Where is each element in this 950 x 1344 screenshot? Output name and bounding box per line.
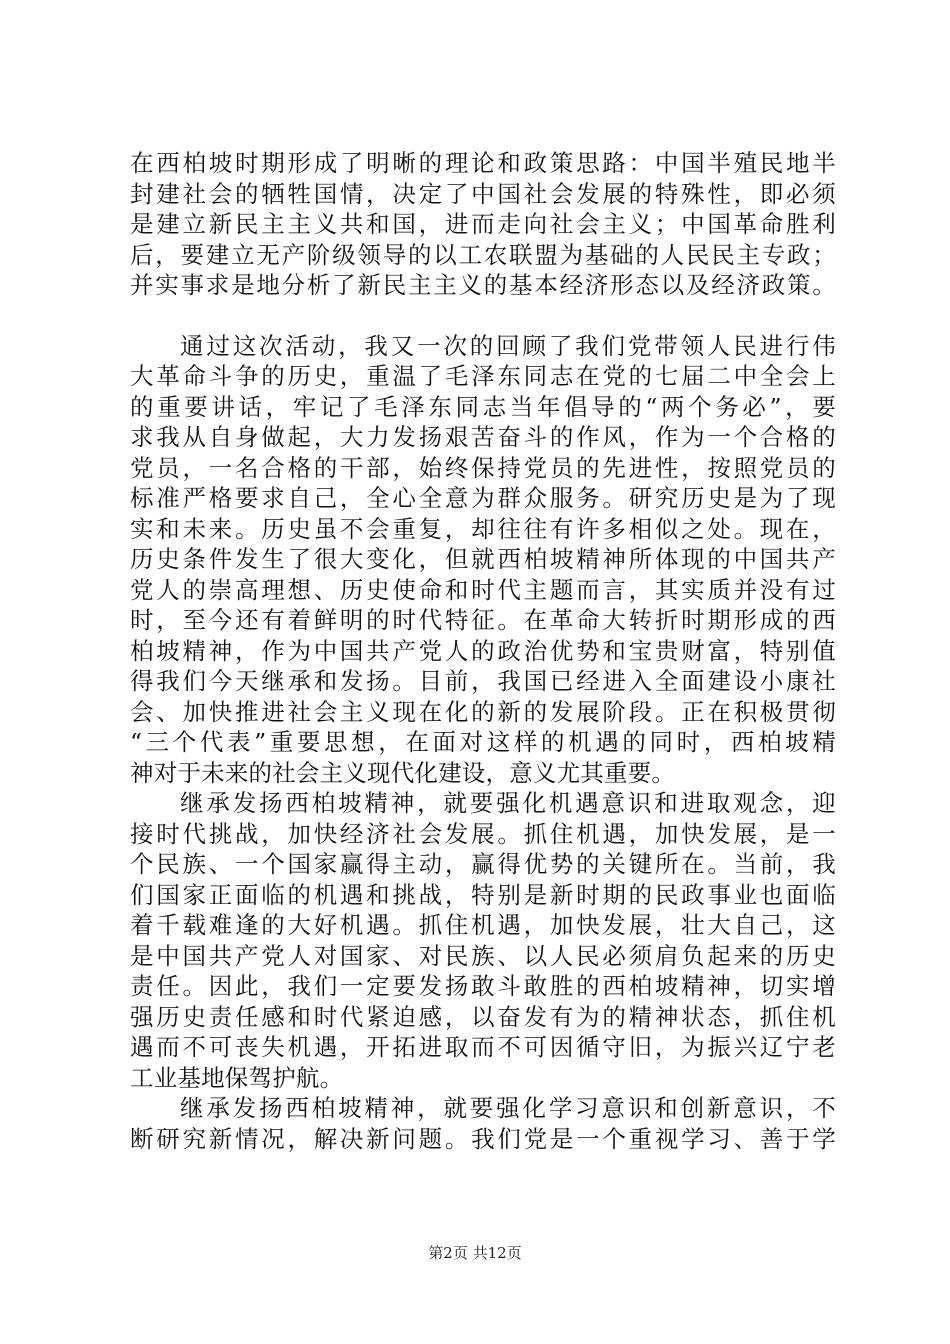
text-line: 党人的崇高理想、历史使命和时代主题而言，其实质并没有过	[130, 575, 836, 604]
text-line: 断研究新情况，解决新问题。我们党是一个重视学习、善于学	[130, 1124, 836, 1153]
text-line: 继承发扬西柏坡精神，就要强化学习意识和创新意识，不	[180, 1094, 836, 1122]
text-line: 得我们今天继承和发扬。目前，我国已经进入全面建设小康社	[130, 667, 836, 695]
document-body	[130, 148, 836, 1154]
text-line: 遇而不可丧失机遇，开拓进取而不可因循守旧，为振兴辽宁老	[130, 1033, 836, 1061]
text-line: 是中国共产党人对国家、对民族、以人民必须肩负起来的历史	[130, 941, 836, 970]
paragraph-1	[130, 148, 836, 301]
text-line: 大革命斗争的历史，重温了毛泽东同志在党的七届二中全会上	[130, 362, 836, 390]
text-line: 历史条件发生了很大变化，但就西柏坡精神所体现的中国共产	[130, 545, 836, 573]
text-line: 在西柏坡时期形成了明晰的理论和政策思路：中国半殖民地半	[130, 149, 836, 177]
text-line: 后，要建立无产阶级领导的以工农联盟为基础的人民民主专政；	[130, 240, 836, 269]
text-line: 柏坡精神，作为中国共产党人的政治优势和宝贵财富，特别值	[130, 636, 836, 665]
text-line: 党员，一名合格的干部，始终保持党员的先进性，按照党员的	[130, 453, 836, 482]
paragraph-4	[130, 1093, 836, 1154]
text-line: 实和未来。历史虽不会重复，却往往有许多相似之处。现在，	[130, 514, 836, 543]
text-line: 工业基地保驾护航。	[130, 1063, 344, 1092]
text-line: 们国家正面临的机遇和挑战，特别是新时期的民政事业也面临	[130, 880, 836, 909]
text-line: 强历史责任感和时代紧迫感，以奋发有为的精神状态，抓住机	[130, 1002, 836, 1031]
text-line: 神对于未来的社会主义现代化建设，意义尤其重要。	[130, 758, 676, 787]
text-line: 通过这次活动，我又一次的回顾了我们党带领人民进行伟	[180, 331, 836, 360]
text-line: “三个代表”重要思想，在面对这样的机遇的同时，西柏坡精	[130, 728, 836, 756]
text-line: 的重要讲话，牢记了毛泽东同志当年倡导的“两个务必”，要	[130, 392, 836, 421]
paragraph-3	[130, 788, 836, 1093]
text-line: 并实事求是地分析了新民主主义的基本经济形态以及经济政策。	[130, 271, 836, 299]
paragraph-gap	[130, 301, 836, 331]
text-line: 会、加快推进社会主义现在化的新的发展阶段。正在积极贯彻	[130, 697, 836, 726]
text-line: 继承发扬西柏坡精神，就要强化机遇意识和进取观念，迎	[180, 789, 836, 817]
text-line: 时，至今还有着鲜明的时代特征。在革命大转折时期形成的西	[130, 606, 836, 634]
text-line: 是建立新民主主义共和国，进而走向社会主义；中国革命胜利	[130, 210, 836, 238]
text-line: 标准严格要求自己，全心全意为群众服务。研究历史是为了现	[130, 484, 836, 512]
paragraph-2	[130, 331, 836, 789]
text-line: 个民族、一个国家赢得主动，赢得优势的关键所在。当前，我	[130, 850, 836, 878]
text-line: 接时代挑战，加快经济社会发展。抓住机遇，加快发展，是一	[130, 819, 836, 848]
text-line: 着千载难逢的大好机遇。抓住机遇，加快发展，壮大自己，这	[130, 911, 836, 939]
text-line: 责任。因此，我们一定要发扬敢斗敢胜的西柏坡精神，切实增	[130, 972, 836, 1000]
text-line: 求我从自身做起，大力发扬艰苦奋斗的作风，作为一个合格的	[130, 423, 836, 451]
text-line: 封建社会的牺牲国情，决定了中国社会发展的特殊性，即必须	[130, 179, 836, 208]
page-number-footer: 第2页 共12页	[428, 1244, 522, 1262]
